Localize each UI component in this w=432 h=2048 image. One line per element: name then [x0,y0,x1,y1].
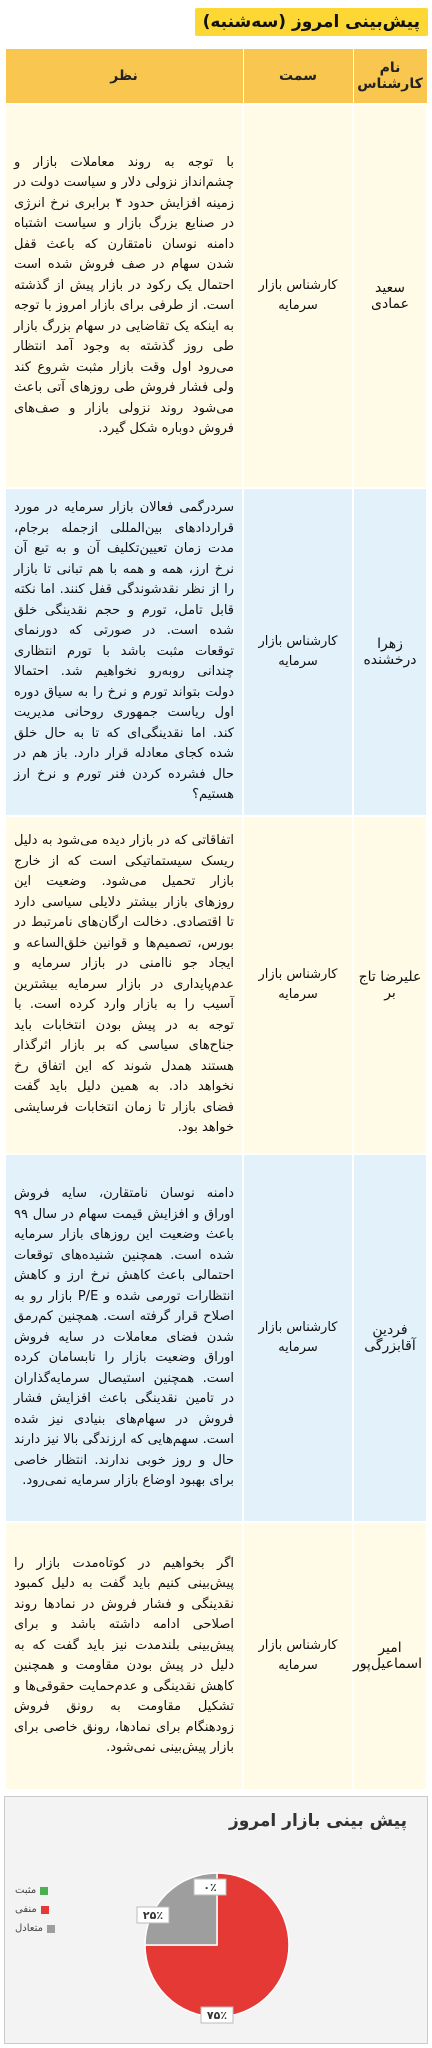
legend-item [15,1923,95,1934]
legend-swatch-positive [40,1887,48,1895]
expert-view: اگر بخواهیم در کوتاه‌مدت بازار را پیش‌بینی کنیم باید گفت به دلیل کمبود نقدینگی و فشار فروش در نمادها روند اصلاحی ادامه داشته باشد و برای پیش‌بینی بلندمدت نیز باید گفت که به دلیل در پیش بودن مقاومت و همچنین کاهش نقدینگی و عدم‌حمایت حقوقی‌ها و تشکیل مقاومت به رونق فروش زودهنگام برای نمادها، رونق خاصی برای بازار پیش‌بینی نمی‌شود. [5,1522,243,1790]
chart-title: پیش بینی بازار امروز [228,1811,407,1831]
expert-name: امیر اسماعیل‌پور [353,1522,427,1790]
forecast-table [4,48,428,1791]
expert-name: سعید عمادی [353,104,427,488]
legend-item [15,1904,95,1915]
legend-swatch-negative [41,1906,49,1914]
expert-role: کارشناس بازار سرمایه [243,1154,353,1522]
expert-view: با توجه به روند معاملات بازار و چشم‌انداز نزولی دلار و سیاست دولت در زمینه افزایش حدود ۴ برابری نرخ انرژی در صنایع بزرگ بازار و سیاست اشتباه دامنه نوسان نامتقارن که باعث قفل شدن سهام در صف فروش شده است احتمال یک رکود در بازار پیش از گذشته است. از طرفی برای بازار امروز با توجه به اینکه یک تقاضایی در سهام بزرگ بازار طی روز گذشته به وجود آمد انتظار می‌رود اول وقت بازار مثبت شروع کند ولی فشار فروش طی روزهای آتی باعث می‌شود روند نزولی بازار و صف‌های فروش دوباره شکل گیرد. [5,104,243,488]
forecast-chart [4,1796,428,2044]
expert-name: زهرا درخشنده [353,488,427,816]
table-row [5,816,427,1154]
page-title: پیش‌بینی امروز (سه‌شنبه) [195,8,428,36]
pie-label-1: ۷۵٪ [206,2009,228,2022]
pie-label-0: ۰٪ [203,1881,217,1894]
expert-role: کارشناس بازار سرمایه [243,104,353,488]
legend-label-positive: مثبت [15,1885,37,1896]
expert-view: دامنه نوسان نامتقارن، سایه فروش اوراق و افزایش قیمت سهام در سال ۹۹ باعث وضعیت این روزهای بازار سرمایه شده است. همچنین شنیده‌های توقعات احتمالی باعث کاهش نرخ ارز و کاهش انتظارات تورمی شده و P/E بازار رو به اصلاح قرار گرفته است. همچنین کم‌رمق شدن فضای معاملات در سایه فروش اوراق وضعیت بازار را نابسامان کرده است. همچنین استیصال سرمایه‌گذاران در تامین نقدینگی باعث افزایش فشار فروش در سهام‌های بنیادی نیز شده است. سهم‌هایی که ارزندگی بالا نیز دارند حال و روز خوبی ندارند. انتظار خاصی برای بهبود اوضاع بازار سرمایه نمی‌رود. [5,1154,243,1522]
expert-role: کارشناس بازار سرمایه [243,816,353,1154]
expert-view: سردرگمی فعالان بازار سرمایه در مورد قراردادهای بین‌المللی ازجمله برجام، مدت زمان تعیین‌تکلیف آن و به تبع آن نرخ ارز، همه و همه با هم تبانی تا بازار را از نظر نقدشوندگی قفل کنند. اما نکته قابل تامل، تورم و حجم نقدینگی خلق شده است. در صورتی که دورنمای توقعات مثبت باشد با تورم انتظاری چندانی روبه‌رو نخواهیم شد. احتمالا دولت بتواند تورم و نرخ را به سیاق دوره اول ریاست جمهوری روحانی مدیریت کند. اما نقدینگی‌ای که تا به حال خلق شده کجای معادله قرار دارد. باز هم در حال فشرده کردن فنر تورم و نرخ ارز هستیم؟ [5,488,243,816]
pie-label-2: ۲۵٪ [142,1909,164,1922]
legend-item [15,1885,95,1896]
table-row [5,104,427,488]
expert-role: کارشناس بازار سرمایه [243,1522,353,1790]
expert-name: فردین آقابزرگی [353,1154,427,1522]
table-row [5,1154,427,1522]
header-role: سمت [243,49,353,105]
header-view: نظر [5,49,243,105]
expert-view: اتفاقاتی که در بازار دیده می‌شود به دلیل ریسک سیستماتیکی است که از خارج بازار تحمیل می‌شود. وضعیت این روزهای بازار بیشتر دلایلی سیاسی دارد تا اقتصادی. دخالت ارگان‌های نامرتبط در بورس، تصمیم‌ها و قوانین خلق‌الساعه و ایجاد جو ناامنی در بازار سرمایه و عدم‌پایداری در بازار سرمایه بیشترین آسیب را به بازار وارد کرده است. با توجه به در پیش بودن انتخابات باید جناح‌های سیاسی که بر بازار اثرگذار هستند همدل شوند که این اتفاق رخ نخواهد داد. به همین دلیل باید گفت فضای بازار تا زمان انتخابات فرسایشی خواهد بود. [5,816,243,1154]
expert-name: علیرضا تاج بر [353,816,427,1154]
legend-label-neutral: متعادل [15,1923,43,1934]
table-row [5,488,427,816]
header-name: نام کارشناس [353,49,427,105]
legend-label-negative: منفی [15,1904,37,1915]
expert-role: کارشناس بازار سرمایه [243,488,353,816]
table-row [5,1522,427,1790]
chart-legend [15,1885,95,1942]
legend-swatch-neutral [47,1925,55,1933]
header-bar [4,4,428,40]
table-header-row [5,49,427,105]
